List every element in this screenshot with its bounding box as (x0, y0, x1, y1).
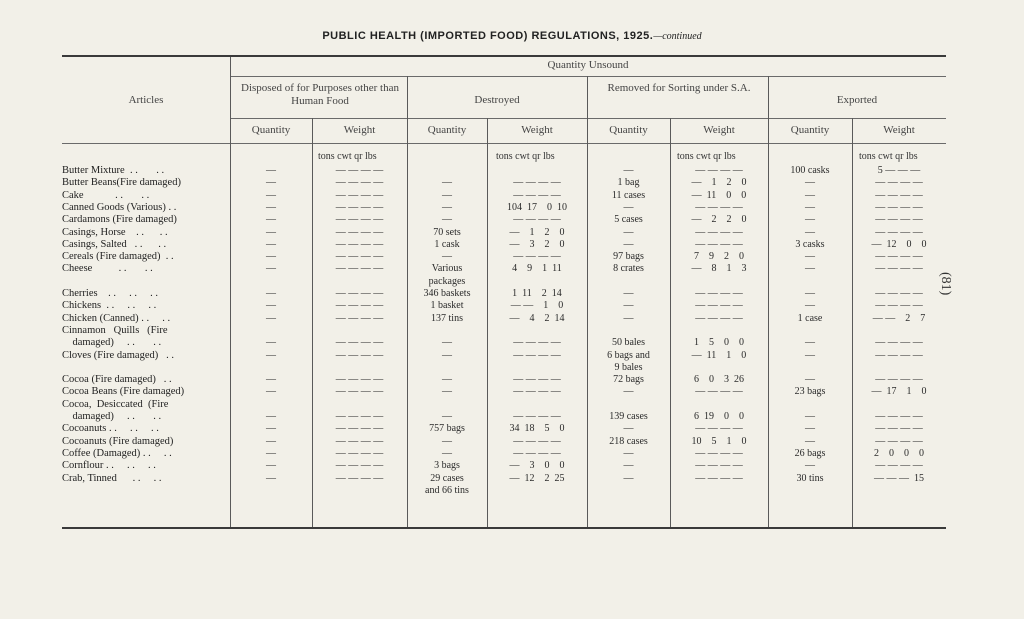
cell-d4w: — — — — (875, 226, 923, 238)
units-label: tons cwt qr lbs (496, 151, 555, 162)
cell-d1w: — — — — (335, 165, 384, 176)
cell-d2q: — (442, 447, 452, 459)
cell-d2w: — 3 0 0 (509, 460, 565, 472)
page-number: (81) (938, 272, 953, 296)
cell-d3q: 139 cases (609, 411, 648, 422)
cell-d1w: — — — — (335, 238, 384, 250)
cell-d3w: — — — — (695, 201, 743, 213)
cell-d4q: 100 casks (790, 165, 830, 176)
cell-d2q: 3 bags (434, 460, 460, 472)
cell-d4w: — — 2 7 (872, 312, 926, 324)
cell-d1q: — (266, 189, 276, 201)
cell-d4q: — (805, 349, 815, 361)
cell-d4q: — (805, 288, 815, 299)
cell-d1q: — (266, 251, 276, 263)
cell-d4w: — — — — (875, 214, 923, 226)
cell-d3q: — (623, 312, 634, 324)
cell-d4q: — (805, 251, 815, 263)
cell-d3q: 11 cases (611, 189, 646, 201)
cell-d2w: — — — — (513, 411, 561, 422)
cell-d3w: 1 5 0 0 (694, 337, 744, 349)
page-title-main: PUBLIC HEALTH (IMPORTED FOOD) REGULATIONS, 1925. (322, 30, 654, 42)
cell-d2q: — (442, 251, 452, 263)
article-name: Cereals (Fire damaged) . . (62, 251, 174, 263)
cell-d2q: 29 cases (430, 472, 464, 484)
cell-d2w: — — — — (513, 189, 561, 201)
cell-d3q: — (623, 226, 634, 238)
cell-d3q: 72 bags (613, 374, 644, 386)
cell-d2q: — (442, 435, 452, 447)
cell-d2w: 4 9 1 11 (512, 263, 562, 275)
cell-d1w: — — — — (335, 288, 384, 299)
cell-d2w: — — — — (513, 374, 561, 386)
cell-d4q: 26 bags (794, 447, 826, 459)
units-label: tons cwt qr lbs (859, 151, 918, 162)
cell-d4q: — (805, 435, 815, 447)
cell-d1w: — — — — (335, 189, 384, 201)
cell-d1q: — (266, 300, 276, 312)
cell-d2q: — (442, 177, 452, 189)
cell-d4q: 1 case (797, 312, 823, 324)
cell-d4w: — — — — (875, 337, 923, 349)
cell-d1q: — (266, 374, 276, 386)
cell-d1w: — — — — (335, 300, 384, 312)
units-label: tons cwt qr lbs (677, 151, 736, 162)
cell-d3w: — — — — (695, 386, 743, 398)
cell-d2w: — — 1 0 (510, 300, 564, 312)
cell-d4q: 30 tins (796, 472, 824, 484)
cell-d1w: — — — — (335, 374, 384, 386)
cell-d4q: — (805, 226, 815, 238)
table-top-rule (62, 55, 946, 57)
cell-d4w: — 12 0 0 (871, 238, 927, 250)
article-name: damaged) . . . . (62, 337, 162, 349)
cell-d1w: — — — — (335, 312, 384, 324)
article-name: Cheese . . . . (62, 263, 153, 275)
cell-d3q: 97 bags (613, 251, 644, 263)
cell-d1w: — — — — (335, 447, 384, 459)
header-weight: Weight (343, 124, 376, 136)
cell-d4w: — — — — (875, 423, 923, 435)
cell-d4w: — — — — (875, 201, 923, 213)
cell-d3w: — 11 0 0 (691, 189, 747, 201)
cell-d4w: — — — — (875, 460, 923, 472)
article-name: Crab, Tinned . . . . (62, 472, 162, 484)
cell-d2q: 70 sets (433, 226, 461, 238)
article-name: Cocoanuts (Fire damaged) (62, 435, 174, 447)
header-rule-2 (230, 118, 946, 119)
cell-d2q: and 66 tins (425, 484, 469, 496)
cell-d1q: — (266, 349, 276, 361)
article-name: Cornflour . . . . . . (62, 460, 156, 472)
cell-d3q: 8 crates (613, 263, 644, 275)
cell-d3q: 218 cases (609, 435, 648, 447)
cell-d2w: — — — — (513, 349, 561, 361)
cell-d3q: — (623, 300, 634, 312)
cell-d2q: packages (428, 275, 466, 287)
article-name: Cocoanuts . . . . . . (62, 423, 159, 435)
cell-d2w: — — — — (513, 251, 561, 263)
cell-d1w: — — — — (335, 472, 384, 484)
header-group-removed: Removed for Sorting under S.A. (607, 82, 751, 94)
article-name: Casings, Salted . . . . (62, 238, 167, 250)
cell-d1q: — (266, 214, 276, 226)
header-weight: Weight (521, 124, 553, 136)
cell-d1q: — (266, 423, 276, 435)
cell-d3w: — 8 1 3 (691, 263, 747, 275)
cell-d4q: — (805, 300, 815, 312)
cell-d1q: — (266, 312, 276, 324)
cell-d1q: — (266, 263, 276, 275)
article-name: Cherries . . . . . . (62, 288, 158, 299)
cell-d1q: — (266, 238, 276, 250)
cell-d3q: — (623, 201, 634, 213)
cell-d4w: — — — — (875, 288, 923, 299)
cell-d1w: — — — — (335, 411, 384, 422)
header-quantity: Quantity (427, 124, 467, 136)
cell-d2w: — 12 2 25 (509, 472, 565, 484)
cell-d2w: — 1 2 0 (509, 226, 565, 238)
cell-d2w: — 4 2 14 (509, 312, 565, 324)
article-name: Cinnamon Quills (Fire (62, 324, 168, 336)
article-name: Coffee (Damaged) . . . . (62, 447, 172, 459)
cell-d2w: — 3 2 0 (509, 238, 565, 250)
cell-d1q: — (266, 447, 276, 459)
page-title-suffix: —continued (653, 31, 702, 42)
cell-d2q: 1 basket (430, 300, 464, 312)
cell-d2w: — — — — (513, 177, 561, 189)
cell-d1q: — (266, 386, 276, 398)
cell-d3q: 5 cases (614, 214, 643, 226)
cell-d1w: — — — — (335, 460, 384, 472)
cell-d4w: 5 — — — (877, 165, 921, 176)
cell-d4w: — — — — (875, 263, 923, 275)
cell-d4w: — — — — (875, 251, 923, 263)
cell-d4q: 3 casks (795, 238, 825, 250)
article-name: Cocoa (Fire damaged) . . (62, 374, 172, 386)
cell-d1w: — — — — (335, 251, 384, 263)
cell-d4q: — (805, 411, 815, 422)
cell-d4q: — (805, 374, 815, 386)
cell-d2q: — (442, 189, 452, 201)
cell-d4q: — (805, 177, 815, 189)
page-title (0, 30, 1024, 42)
cell-d1q: — (266, 165, 276, 176)
table-bottom-rule (62, 527, 946, 529)
article-name: damaged) . . . . (62, 411, 162, 422)
header-group-exported: Exported (836, 94, 878, 106)
cell-d2w: 104 17 0 10 (507, 201, 567, 213)
article-name: Butter Beans(Fire damaged) (62, 177, 181, 189)
cell-d2q: 1 cask (434, 238, 460, 250)
cell-d4q: — (805, 263, 815, 275)
cell-d4w: 2 0 0 0 (874, 447, 924, 459)
cell-d2q: — (442, 374, 452, 386)
cell-d1w: — — — — (335, 214, 384, 226)
cell-d4q: — (805, 201, 815, 213)
cell-d1q: — (266, 337, 276, 349)
cell-d2w: — — — — (513, 447, 561, 459)
cell-d3q: — (623, 460, 634, 472)
cell-d3w: 10 5 1 0 (691, 435, 747, 447)
article-name: Chickens . . . . . . (62, 300, 157, 312)
article-name: Cloves (Fire damaged) . . (62, 349, 174, 361)
cell-d4q: — (805, 337, 815, 349)
cell-d3q: 9 bales (614, 361, 643, 373)
header-quantity: Quantity (251, 124, 291, 136)
cell-d4q: — (805, 214, 815, 226)
cell-d1w: — — — — (335, 201, 384, 213)
cell-d3w: — 11 1 0 (691, 349, 747, 361)
header-weight: Weight (883, 124, 915, 136)
cell-d3w: — — — — (695, 165, 743, 176)
cell-d3q: 50 bales (611, 337, 646, 349)
cell-d3w: 7 9 2 0 (694, 251, 744, 263)
cell-d3q: — (623, 238, 634, 250)
cell-d3q: — (623, 288, 634, 299)
cell-d1w: — — — — (335, 263, 384, 275)
cell-d1q: — (266, 201, 276, 213)
header-quantity-unsound: Quantity Unsound (547, 59, 629, 71)
cell-d3q: 1 bag (617, 177, 640, 189)
cell-d3q: 6 bags and (607, 349, 650, 361)
cell-d3w: 6 19 0 0 (694, 411, 744, 422)
header-quantity: Quantity (790, 124, 830, 136)
cell-d2q: — (442, 349, 452, 361)
article-name: Casings, Horse . . . . (62, 226, 168, 238)
cell-d4q: — (805, 460, 815, 472)
cell-d3w: — — — — (695, 423, 743, 435)
cell-d1q: — (266, 411, 276, 422)
cell-d3w: — — — — (695, 288, 743, 299)
header-articles: Articles (128, 94, 164, 106)
units-label: tons cwt qr lbs (318, 151, 377, 162)
cell-d2q: 757 bags (429, 423, 465, 435)
article-name: Cardamons (Fire damaged) (62, 214, 177, 226)
cell-d3q: — (623, 447, 634, 459)
cell-d2q: — (442, 411, 452, 422)
cell-d4q: 23 bags (794, 386, 826, 398)
cell-d4w: — — — — (875, 177, 923, 189)
cell-d3q: — (623, 165, 634, 176)
cell-d3w: — 1 2 0 (691, 177, 747, 189)
cell-d3w: — — — — (695, 300, 743, 312)
cell-d3w: — — — — (695, 312, 743, 324)
header-weight: Weight (703, 124, 735, 136)
cell-d3w: 6 0 3 26 (694, 374, 744, 386)
cell-d4q: — (805, 189, 815, 201)
article-name: Chicken (Canned) . . . . (62, 312, 171, 324)
cell-d1q: — (266, 460, 276, 472)
cell-d3w: — — — — (695, 226, 743, 238)
cell-d2q: — (442, 337, 452, 349)
cell-d1w: — — — — (335, 177, 384, 189)
cell-d2w: 1 11 2 14 (512, 288, 562, 299)
cell-d1w: — — — — (335, 423, 384, 435)
cell-d3w: — — — — (695, 472, 743, 484)
cell-d1w: — — — — (335, 337, 384, 349)
cell-d3w: — — — — (695, 238, 743, 250)
header-group-destroyed: Destroyed (474, 94, 520, 106)
cell-d1w: — — — — (335, 349, 384, 361)
article-name: Cocoa, Desiccated (Fire (62, 398, 169, 410)
cell-d3q: — (623, 423, 634, 435)
article-name: Cocoa Beans (Fire damaged) (62, 386, 185, 398)
cell-d1q: — (266, 177, 276, 189)
cell-d2q: — (442, 386, 452, 398)
article-name: Canned Goods (Various) . . (62, 201, 177, 213)
cell-d4w: — — — — (875, 189, 923, 201)
cell-d1w: — — — — (335, 226, 384, 238)
cell-d4w: — — — 15 (874, 472, 924, 484)
cell-d4w: — — — — (875, 349, 923, 361)
cell-d1w: — — — — (335, 435, 384, 447)
article-name: Cake . . . . (62, 189, 150, 201)
cell-d2w: — — — — (513, 214, 561, 226)
cell-d2q: Various (431, 263, 463, 275)
cell-d3q: — (623, 386, 634, 398)
cell-d2q: — (442, 201, 452, 213)
header-group-disposed: Disposed of for Purposes other than Human Food (241, 82, 399, 107)
cell-d1q: — (266, 435, 276, 447)
cell-d3w: — 2 2 0 (691, 214, 747, 226)
cell-d2q: 346 baskets (423, 288, 471, 299)
cell-d4w: — — — — (875, 300, 923, 312)
cell-d4w: — — — — (875, 435, 923, 447)
cell-d2w: 34 18 5 0 (509, 423, 565, 435)
cell-d2w: — — — — (513, 435, 561, 447)
cell-d4q: — (805, 423, 815, 435)
cell-d4w: — — — — (875, 411, 923, 422)
cell-d1w: — — — — (335, 386, 384, 398)
cell-d4w: — — — — (875, 374, 923, 386)
cell-d1q: — (266, 288, 276, 299)
cell-d2q: 137 tins (431, 312, 463, 324)
cell-d3w: — — — — (695, 460, 743, 472)
header-rule-3 (62, 143, 946, 144)
header-rule-1 (230, 76, 946, 77)
cell-d4w: — 17 1 0 (871, 386, 927, 398)
cell-d3q: — (623, 472, 634, 484)
cell-d2w: — — — — (513, 337, 561, 349)
cell-d2w: — — — — (513, 386, 561, 398)
cell-d1q: — (266, 472, 276, 484)
article-name: Butter Mixture . . . . (62, 165, 165, 176)
header-quantity: Quantity (609, 124, 648, 136)
cell-d3w: — — — — (695, 447, 743, 459)
cell-d2q: — (442, 214, 452, 226)
cell-d1q: — (266, 226, 276, 238)
